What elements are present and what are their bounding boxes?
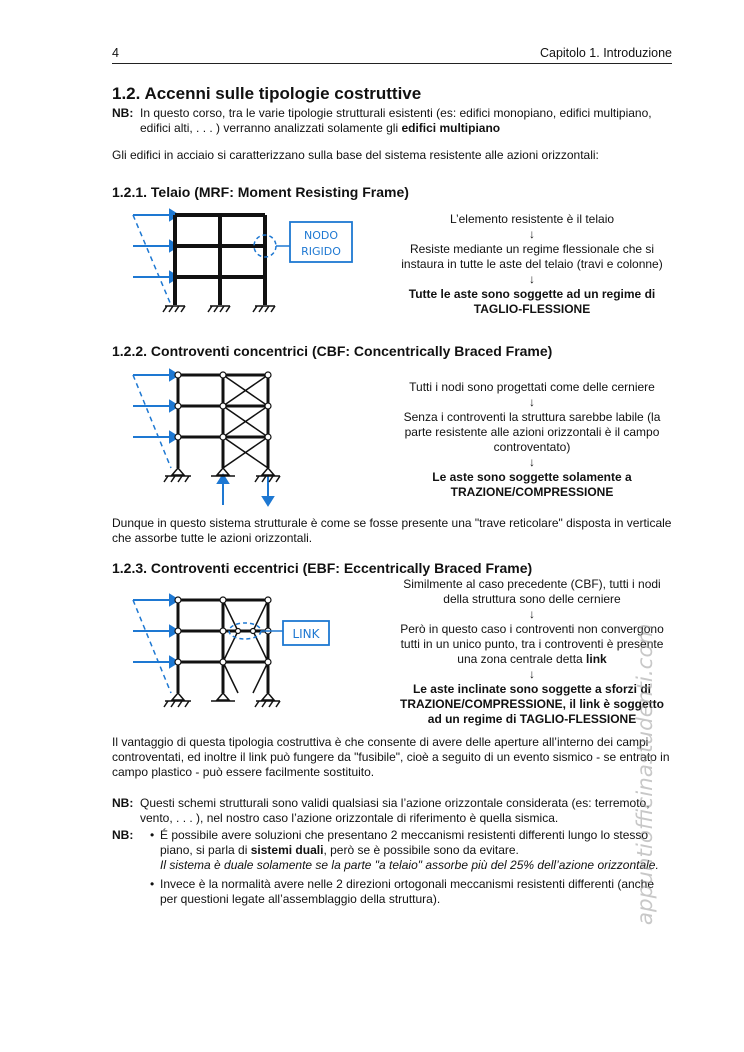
ebf-line-2-plain: Però in questo caso i controventi non convergono tutti in un unico punto, tra i controventi è presente una zona centrale detta bbox=[400, 622, 664, 666]
nb-note-1 bbox=[112, 796, 672, 826]
mrf-description bbox=[392, 212, 672, 317]
mrf-line-2: Resiste mediante un regime flessionale che si instaura in tutte le aste del telaio (travi e colonne) bbox=[401, 242, 663, 271]
nb-text bbox=[112, 106, 672, 136]
running-header: Capitolo 1. Introduzione bbox=[539, 46, 672, 60]
nb1-text: Questi schemi strutturali sono validi qualsiasi sia l’azione orizzontale considerata (es: terremoto, vento, . . . ), nel nostro caso l’azione orizzontale di riferimento è quella sismica. bbox=[140, 796, 650, 825]
ebf-bold-1: Le aste inclinate sono soggette a sforzi di bbox=[412, 682, 652, 696]
b1-bold: sistemi duali bbox=[250, 843, 324, 857]
cbf-description bbox=[392, 380, 672, 500]
cbf-title: 1.2.2. Controventi concentrici (CBF: Concentrically Braced Frame) bbox=[112, 343, 553, 359]
ebf-conclusion: Il vantaggio di questa tipologia costruttiva è che consente di avere delle aperture all’interno dei campi controventati, ed inoltre il link può fungere da "fusibile", cioè a seguito di un evento sismico - se entrato in campo plastico - può essere facilmente sostituito. bbox=[112, 735, 670, 779]
bullet-dot-2: • bbox=[150, 877, 155, 891]
cbf-line-1: Tutti i nodi sono progettati come delle cerniere bbox=[409, 380, 655, 394]
rigido-label: RIGIDO bbox=[301, 245, 341, 258]
nb-note-2 bbox=[112, 828, 672, 907]
b1-italic: Il sistema è duale solamente se la parte "a telaio" assorbe più del 25% dell’azione orizzontale. bbox=[160, 858, 659, 872]
mrf-bold-2: TAGLIO-FLESSIONE bbox=[473, 302, 591, 316]
cbf-arrow-1: ↓ bbox=[529, 395, 535, 409]
mrf-title: 1.2.1. Telaio (MRF: Moment Resisting Frame) bbox=[112, 184, 409, 200]
intro-paragraph: Gli edifici in acciaio si caratterizzano sulla base del sistema resistente alle azioni orizzontali: bbox=[112, 148, 599, 162]
page-number: 4 bbox=[112, 46, 119, 60]
header-rule bbox=[112, 63, 672, 64]
ebf-arrow-2: ↓ bbox=[529, 667, 535, 681]
bullet-item-2 bbox=[112, 877, 672, 907]
b2-text: Invece è la normalità avere nelle 2 direzioni ortogonali meccanismi resistenti differenti (anche per questioni legate all’assemblaggio della struttura). bbox=[160, 877, 655, 906]
nb-label: NB: bbox=[112, 106, 134, 120]
bullet-dot-1: • bbox=[150, 828, 155, 842]
cbf-conclusion: Dunque in questo sistema strutturale è come se fosse presente una "trave reticolare" disposta in verticale che assorbe tutte le azioni orizzontali. bbox=[112, 516, 672, 545]
nb-intro bbox=[112, 106, 672, 136]
cbf-line-2: Senza i controventi la struttura sarebbe labile (la parte resistente alle azioni orizzontali è il campo controventato) bbox=[403, 410, 661, 454]
nb-text-plain: In questo corso, tra le varie tipologie strutturali esistenti (es: edifici monopiano, edifici multipiano, edifici alti, . . . ) verranno analizzati solamente gli bbox=[140, 106, 652, 135]
ebf-diagram bbox=[125, 590, 340, 710]
ebf-line-1: Similmente al caso precedente (CBF), tutti i nodi della struttura sono delle cerniere bbox=[403, 577, 661, 606]
ebf-bold-2: TRAZIONE/COMPRESSIONE, il link è soggetto bbox=[399, 697, 665, 711]
watermark-text: appuntiofficinastudenti.com bbox=[632, 623, 658, 926]
b1-plain-1: É possibile avere soluzioni che presentano 2 meccanismi resistenti differenti lungo lo stesso piano, si parla di bbox=[160, 828, 649, 857]
cbf-bold-1: Le aste sono soggette solamente a bbox=[432, 470, 632, 484]
b1-plain-2: , però se è possibile sono da evitare. bbox=[323, 843, 519, 857]
nb2-label: NB: bbox=[112, 828, 134, 842]
ebf-title: 1.2.3. Controventi eccentrici (EBF: Eccentrically Braced Frame) bbox=[112, 560, 533, 576]
mrf-bold-1: Tutte le aste sono soggette ad un regime di bbox=[408, 287, 656, 301]
cbf-bold-2: TRAZIONE/COMPRESSIONE bbox=[450, 485, 614, 499]
nb1-label: NB: bbox=[112, 796, 134, 810]
nodo-label: NODO bbox=[303, 229, 339, 242]
link-label: LINK bbox=[292, 627, 320, 641]
ebf-arrow-1: ↓ bbox=[529, 607, 535, 621]
cbf-diagram bbox=[125, 365, 295, 510]
mrf-line-1: L’elemento resistente è il telaio bbox=[449, 212, 615, 226]
ebf-line-2-bold: link bbox=[586, 652, 607, 666]
section-title: 1.2. Accenni sulle tipologie costruttive bbox=[112, 84, 422, 103]
nb-text-bold: edifici multipiano bbox=[401, 121, 501, 135]
bullet-item-1 bbox=[112, 828, 672, 873]
mrf-arrow-1: ↓ bbox=[529, 227, 535, 241]
mrf-diagram bbox=[125, 205, 365, 320]
cbf-arrow-2: ↓ bbox=[529, 455, 535, 469]
ebf-bold-3: ad un regime di TAGLIO-FLESSIONE bbox=[427, 712, 637, 726]
mrf-arrow-2: ↓ bbox=[529, 272, 535, 286]
watermark bbox=[620, 530, 670, 930]
